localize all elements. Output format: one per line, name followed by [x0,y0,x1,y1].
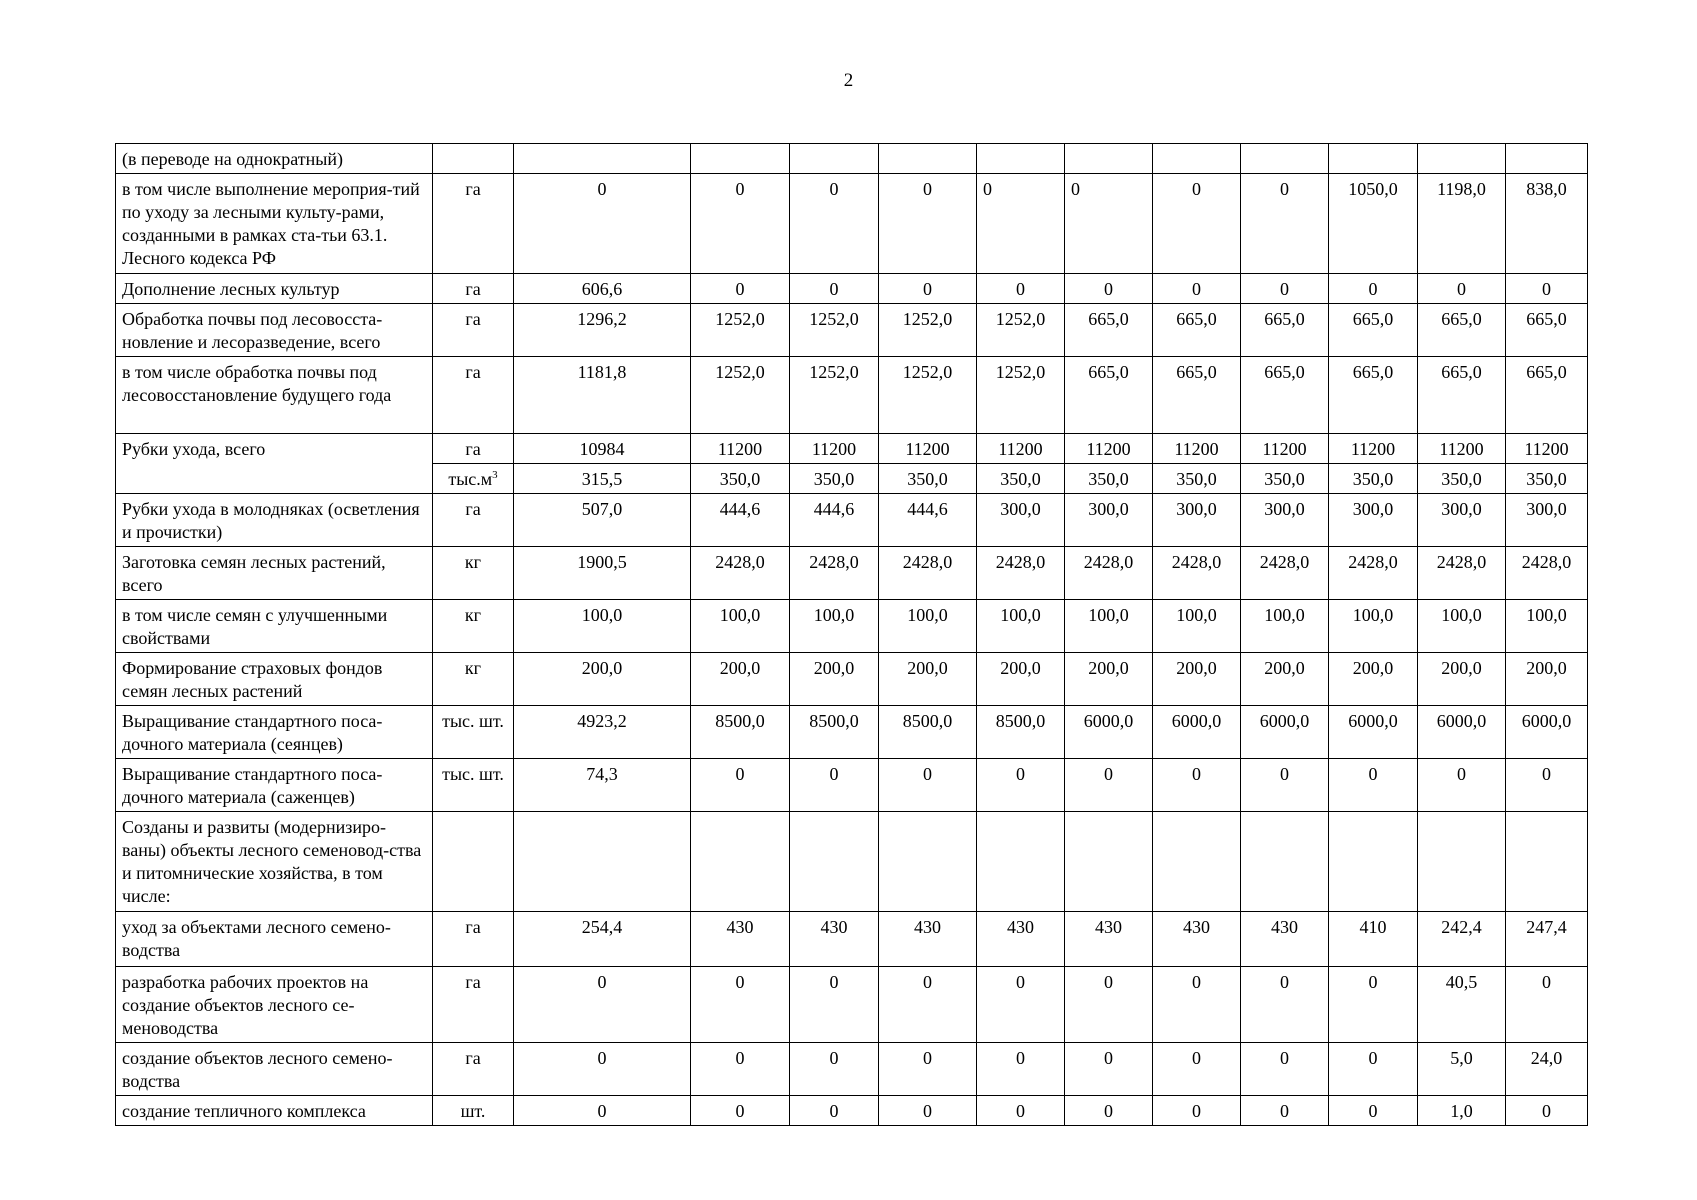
table-row [116,274,1588,304]
value-cell [1065,812,1153,912]
value-cell: 100,0 [1153,600,1241,653]
value-cell [1065,144,1153,174]
value-cell: 0 [790,967,879,1043]
row-label: Обработка почвы под лесовосста-новление и лесоразведение, всего [116,304,433,357]
value-cell: 1252,0 [790,304,879,357]
value-cell: 8500,0 [977,706,1065,759]
value-cell: 2428,0 [790,547,879,600]
value-cell: 0 [1153,274,1241,304]
value-cell: 0 [1153,967,1241,1043]
value-cell [1506,812,1588,912]
value-cell: 444,6 [879,494,977,547]
value-cell: 0 [1506,1096,1588,1126]
row-label: Формирование страховых фондов семян лесных растений [116,653,433,706]
value-cell: 0 [1153,1043,1241,1096]
value-cell: 6000,0 [1506,706,1588,759]
value-cell: 0 [1241,967,1329,1043]
value-cell [691,812,790,912]
value-cell: 11200 [1418,434,1506,464]
unit-text: га [465,179,481,199]
table-row [116,1043,1588,1096]
table-row [116,494,1588,547]
row-unit [433,274,514,304]
value-cell: 1,0 [1418,1096,1506,1126]
value-cell: 0 [790,1096,879,1126]
value-cell: 2428,0 [1418,547,1506,600]
value-cell: 0 [1241,274,1329,304]
value-cell: 100,0 [1065,600,1153,653]
value-cell: 350,0 [1153,464,1241,494]
page-number: 2 [843,70,854,91]
value-cell: 350,0 [790,464,879,494]
unit-text: га [465,972,481,992]
row-unit [433,144,514,174]
row-unit [433,357,514,434]
value-cell: 507,0 [514,494,691,547]
value-cell: 430 [1153,912,1241,967]
value-cell: 254,4 [514,912,691,967]
value-cell: 0 [514,1043,691,1096]
value-cell: 1252,0 [879,357,977,434]
row-label: в том числе семян с улучшенными свойствами [116,600,433,653]
value-cell: 11200 [977,434,1065,464]
value-cell: 5,0 [1418,1043,1506,1096]
value-cell: 838,0 [1506,174,1588,274]
value-cell: 2428,0 [1241,547,1329,600]
row-label: Заготовка семян лесных растений, всего [116,547,433,600]
value-cell: 665,0 [1153,357,1241,434]
table-row [116,759,1588,812]
value-cell: 11200 [1241,434,1329,464]
value-cell: 0 [790,274,879,304]
value-cell: 315,5 [514,464,691,494]
value-cell [977,812,1065,912]
value-cell: 300,0 [977,494,1065,547]
value-cell: 0 [1329,759,1418,812]
row-unit [433,759,514,812]
value-cell: 0 [1153,174,1241,274]
value-cell: 0 [1418,274,1506,304]
value-cell: 100,0 [977,600,1065,653]
value-cell: 1181,8 [514,357,691,434]
value-cell [1241,144,1329,174]
value-cell: 0 [691,1096,790,1126]
value-cell: 665,0 [1065,304,1153,357]
value-cell: 0 [790,1043,879,1096]
value-cell: 0 [1329,274,1418,304]
value-cell: 11200 [879,434,977,464]
value-cell: 1252,0 [879,304,977,357]
value-cell: 350,0 [879,464,977,494]
value-cell: 0 [1241,759,1329,812]
row-unit [433,174,514,274]
value-cell: 200,0 [1329,653,1418,706]
value-cell: 665,0 [1153,304,1241,357]
value-cell [1418,144,1506,174]
value-cell: 8500,0 [691,706,790,759]
value-cell: 0 [1506,274,1588,304]
value-cell: 0 [691,1043,790,1096]
value-cell: 0 [1065,967,1153,1043]
table-row [116,706,1588,759]
value-cell: 6000,0 [1418,706,1506,759]
value-cell [1418,812,1506,912]
row-label: (в переводе на однократный) [116,144,433,174]
value-cell: 24,0 [1506,1043,1588,1096]
value-cell: 6000,0 [1241,706,1329,759]
value-cell: 200,0 [977,653,1065,706]
value-cell: 0 [1153,1096,1241,1126]
value-cell: 0 [977,1043,1065,1096]
value-cell: 300,0 [1506,494,1588,547]
value-cell: 0 [514,1096,691,1126]
row-unit [433,464,514,494]
value-cell: 350,0 [1506,464,1588,494]
value-cell: 430 [1241,912,1329,967]
value-cell: 0 [790,174,879,274]
value-cell: 0 [1329,1043,1418,1096]
row-unit [433,967,514,1043]
value-cell: 2428,0 [1153,547,1241,600]
value-cell: 350,0 [1065,464,1153,494]
value-cell: 1252,0 [977,357,1065,434]
value-cell [790,812,879,912]
value-cell: 1050,0 [1329,174,1418,274]
value-cell: 2428,0 [977,547,1065,600]
value-cell: 11200 [1506,434,1588,464]
row-label: в том числе выполнение мероприя-тий по уходу за лесными культу-рами, созданными в рамках ста-тьи 63.1. Лесного кодекса РФ [116,174,433,274]
value-cell [790,144,879,174]
value-cell: 300,0 [1065,494,1153,547]
value-cell: 0 [691,174,790,274]
value-cell: 0 [1241,1096,1329,1126]
table-row [116,547,1588,600]
value-cell: 11200 [790,434,879,464]
value-cell: 6000,0 [1153,706,1241,759]
value-cell [1506,144,1588,174]
row-label: Созданы и развиты (модернизиро-ваны) объекты лесного семеновод-ства и питомнические хозяйства, в том числе: [116,812,433,912]
value-cell: 1252,0 [691,304,790,357]
value-cell: 350,0 [977,464,1065,494]
value-cell: 300,0 [1418,494,1506,547]
unit-text: га [465,309,481,329]
value-cell: 665,0 [1241,357,1329,434]
value-cell: 0 [514,967,691,1043]
value-cell: 0 [977,274,1065,304]
row-unit [433,304,514,357]
unit-text: тыс. шт. [442,711,504,731]
unit-text: га [465,279,481,299]
table-row [116,967,1588,1043]
value-cell: 665,0 [1506,357,1588,434]
value-cell: 200,0 [790,653,879,706]
value-cell [1153,812,1241,912]
row-unit [433,912,514,967]
value-cell: 6000,0 [1329,706,1418,759]
value-cell: 200,0 [1506,653,1588,706]
value-cell: 100,0 [1506,600,1588,653]
row-label: создание объектов лесного семено-водства [116,1043,433,1096]
value-cell: 444,6 [691,494,790,547]
row-label: в том числе обработка почвы под лесовосстановление будущего года [116,357,433,434]
value-cell: 1252,0 [691,357,790,434]
value-cell: 0 [879,759,977,812]
value-cell: 1252,0 [977,304,1065,357]
row-unit [433,1043,514,1096]
value-cell: 10984 [514,434,691,464]
value-cell: 0 [1153,759,1241,812]
value-cell: 100,0 [790,600,879,653]
value-cell: 665,0 [1329,304,1418,357]
row-label: уход за объектами лесного семено-водства [116,912,433,967]
value-cell: 100,0 [691,600,790,653]
value-cell: 665,0 [1241,304,1329,357]
unit-text: кг [464,658,482,678]
value-cell: 100,0 [1241,600,1329,653]
value-cell: 0 [1418,759,1506,812]
table-row [116,812,1588,912]
value-cell: 0 [977,1096,1065,1126]
value-cell: 0 [879,1096,977,1126]
row-label: разработка рабочих проектов на создание объектов лесного се-меноводства [116,967,433,1043]
value-cell: 242,4 [1418,912,1506,967]
table-row [116,357,1588,434]
value-cell: 300,0 [1241,494,1329,547]
value-cell: 200,0 [1241,653,1329,706]
unit-text: кг [464,552,482,572]
unit-text: га [465,362,481,382]
indicators-table [115,143,1588,1126]
value-cell [977,144,1065,174]
value-cell: 0 [1065,1043,1153,1096]
value-cell: 350,0 [1329,464,1418,494]
unit-text: шт. [460,1101,486,1121]
value-cell: 8500,0 [790,706,879,759]
unit-text: кг [464,605,482,625]
value-cell: 0 [1241,1043,1329,1096]
unit-text: га [465,917,481,937]
value-cell: 300,0 [1153,494,1241,547]
value-cell: 2428,0 [1329,547,1418,600]
value-cell: 0 [691,274,790,304]
value-cell: 606,6 [514,274,691,304]
value-cell: 430 [691,912,790,967]
unit-superscript: 3 [492,469,498,481]
value-cell [879,812,977,912]
value-cell: 0 [879,174,977,274]
value-cell: 100,0 [879,600,977,653]
value-cell: 665,0 [1418,357,1506,434]
row-label: Выращивание стандартного поса-дочного материала (сеянцев) [116,706,433,759]
value-cell: 11200 [1153,434,1241,464]
value-cell: 200,0 [1418,653,1506,706]
value-cell: 2428,0 [879,547,977,600]
row-unit [433,434,514,464]
value-cell: 0 [1065,274,1153,304]
value-cell: 11200 [1329,434,1418,464]
table-row [116,600,1588,653]
value-cell: 0 [977,759,1065,812]
row-unit [433,653,514,706]
value-cell: 0 [1065,759,1153,812]
value-cell: 444,6 [790,494,879,547]
value-cell: 0 [691,759,790,812]
value-cell: 350,0 [1241,464,1329,494]
value-cell: 0 [1506,967,1588,1043]
value-cell: 0 [790,759,879,812]
value-cell: 665,0 [1418,304,1506,357]
row-unit [433,706,514,759]
value-cell: 200,0 [691,653,790,706]
value-cell: 430 [1065,912,1153,967]
value-cell: 1252,0 [790,357,879,434]
row-unit [433,547,514,600]
value-cell: 410 [1329,912,1418,967]
unit-text: тыс.м [448,469,493,489]
row-unit [433,1096,514,1126]
unit-text: га [465,439,481,459]
value-cell: 0 [1506,759,1588,812]
value-cell: 0 [879,967,977,1043]
value-cell: 0 [1241,174,1329,274]
value-cell [1329,144,1418,174]
table-row [116,434,1588,464]
value-cell: 665,0 [1065,357,1153,434]
value-cell: 665,0 [1506,304,1588,357]
value-cell: 2428,0 [691,547,790,600]
value-cell: 0 [1065,1096,1153,1126]
value-cell: 200,0 [1153,653,1241,706]
value-cell [514,144,691,174]
row-unit [433,600,514,653]
value-cell: 1900,5 [514,547,691,600]
value-cell: 74,3 [514,759,691,812]
value-cell [1329,812,1418,912]
table-row [116,144,1588,174]
value-cell: 11200 [691,434,790,464]
value-cell: 2428,0 [1506,547,1588,600]
value-cell: 100,0 [1418,600,1506,653]
value-cell [514,812,691,912]
value-cell: 0 [691,967,790,1043]
value-cell: 100,0 [514,600,691,653]
row-unit [433,494,514,547]
value-cell: 0 [1329,1096,1418,1126]
value-cell: 0 [879,1043,977,1096]
value-cell: 0 [514,174,691,274]
table-row [116,304,1588,357]
row-label: Выращивание стандартного поса-дочного материала (саженцев) [116,759,433,812]
value-cell: 200,0 [514,653,691,706]
value-cell: 200,0 [879,653,977,706]
value-cell: 200,0 [1065,653,1153,706]
value-cell: 300,0 [1329,494,1418,547]
row-unit [433,812,514,912]
table-row [116,174,1588,274]
unit-text: га [465,1048,481,1068]
value-cell: 350,0 [691,464,790,494]
value-cell: 100,0 [1329,600,1418,653]
row-label: Дополнение лесных культур [116,274,433,304]
value-cell: 1198,0 [1418,174,1506,274]
value-cell: 0 [879,274,977,304]
value-cell [879,144,977,174]
value-cell: 8500,0 [879,706,977,759]
value-cell: 40,5 [1418,967,1506,1043]
value-cell: 6000,0 [1065,706,1153,759]
value-cell: 430 [977,912,1065,967]
table-row [116,912,1588,967]
table-body [116,144,1588,1126]
unit-text: тыс. шт. [442,764,504,784]
value-cell: 11200 [1065,434,1153,464]
unit-text: га [465,499,481,519]
value-cell: 350,0 [1418,464,1506,494]
value-cell: 247,4 [1506,912,1588,967]
table-row [116,1096,1588,1126]
row-label: создание тепличного комплекса [116,1096,433,1126]
value-cell [1241,812,1329,912]
row-label: Рубки ухода, всего [116,434,433,494]
value-cell: 0 [977,174,1065,274]
table-row [116,653,1588,706]
value-cell: 0 [977,967,1065,1043]
value-cell: 4923,2 [514,706,691,759]
value-cell [691,144,790,174]
value-cell: 430 [790,912,879,967]
value-cell: 0 [1065,174,1153,274]
value-cell: 1296,2 [514,304,691,357]
value-cell: 665,0 [1329,357,1418,434]
value-cell [1153,144,1241,174]
row-label: Рубки ухода в молодняках (осветления и прочистки) [116,494,433,547]
value-cell: 2428,0 [1065,547,1153,600]
value-cell: 430 [879,912,977,967]
value-cell: 0 [1329,967,1418,1043]
